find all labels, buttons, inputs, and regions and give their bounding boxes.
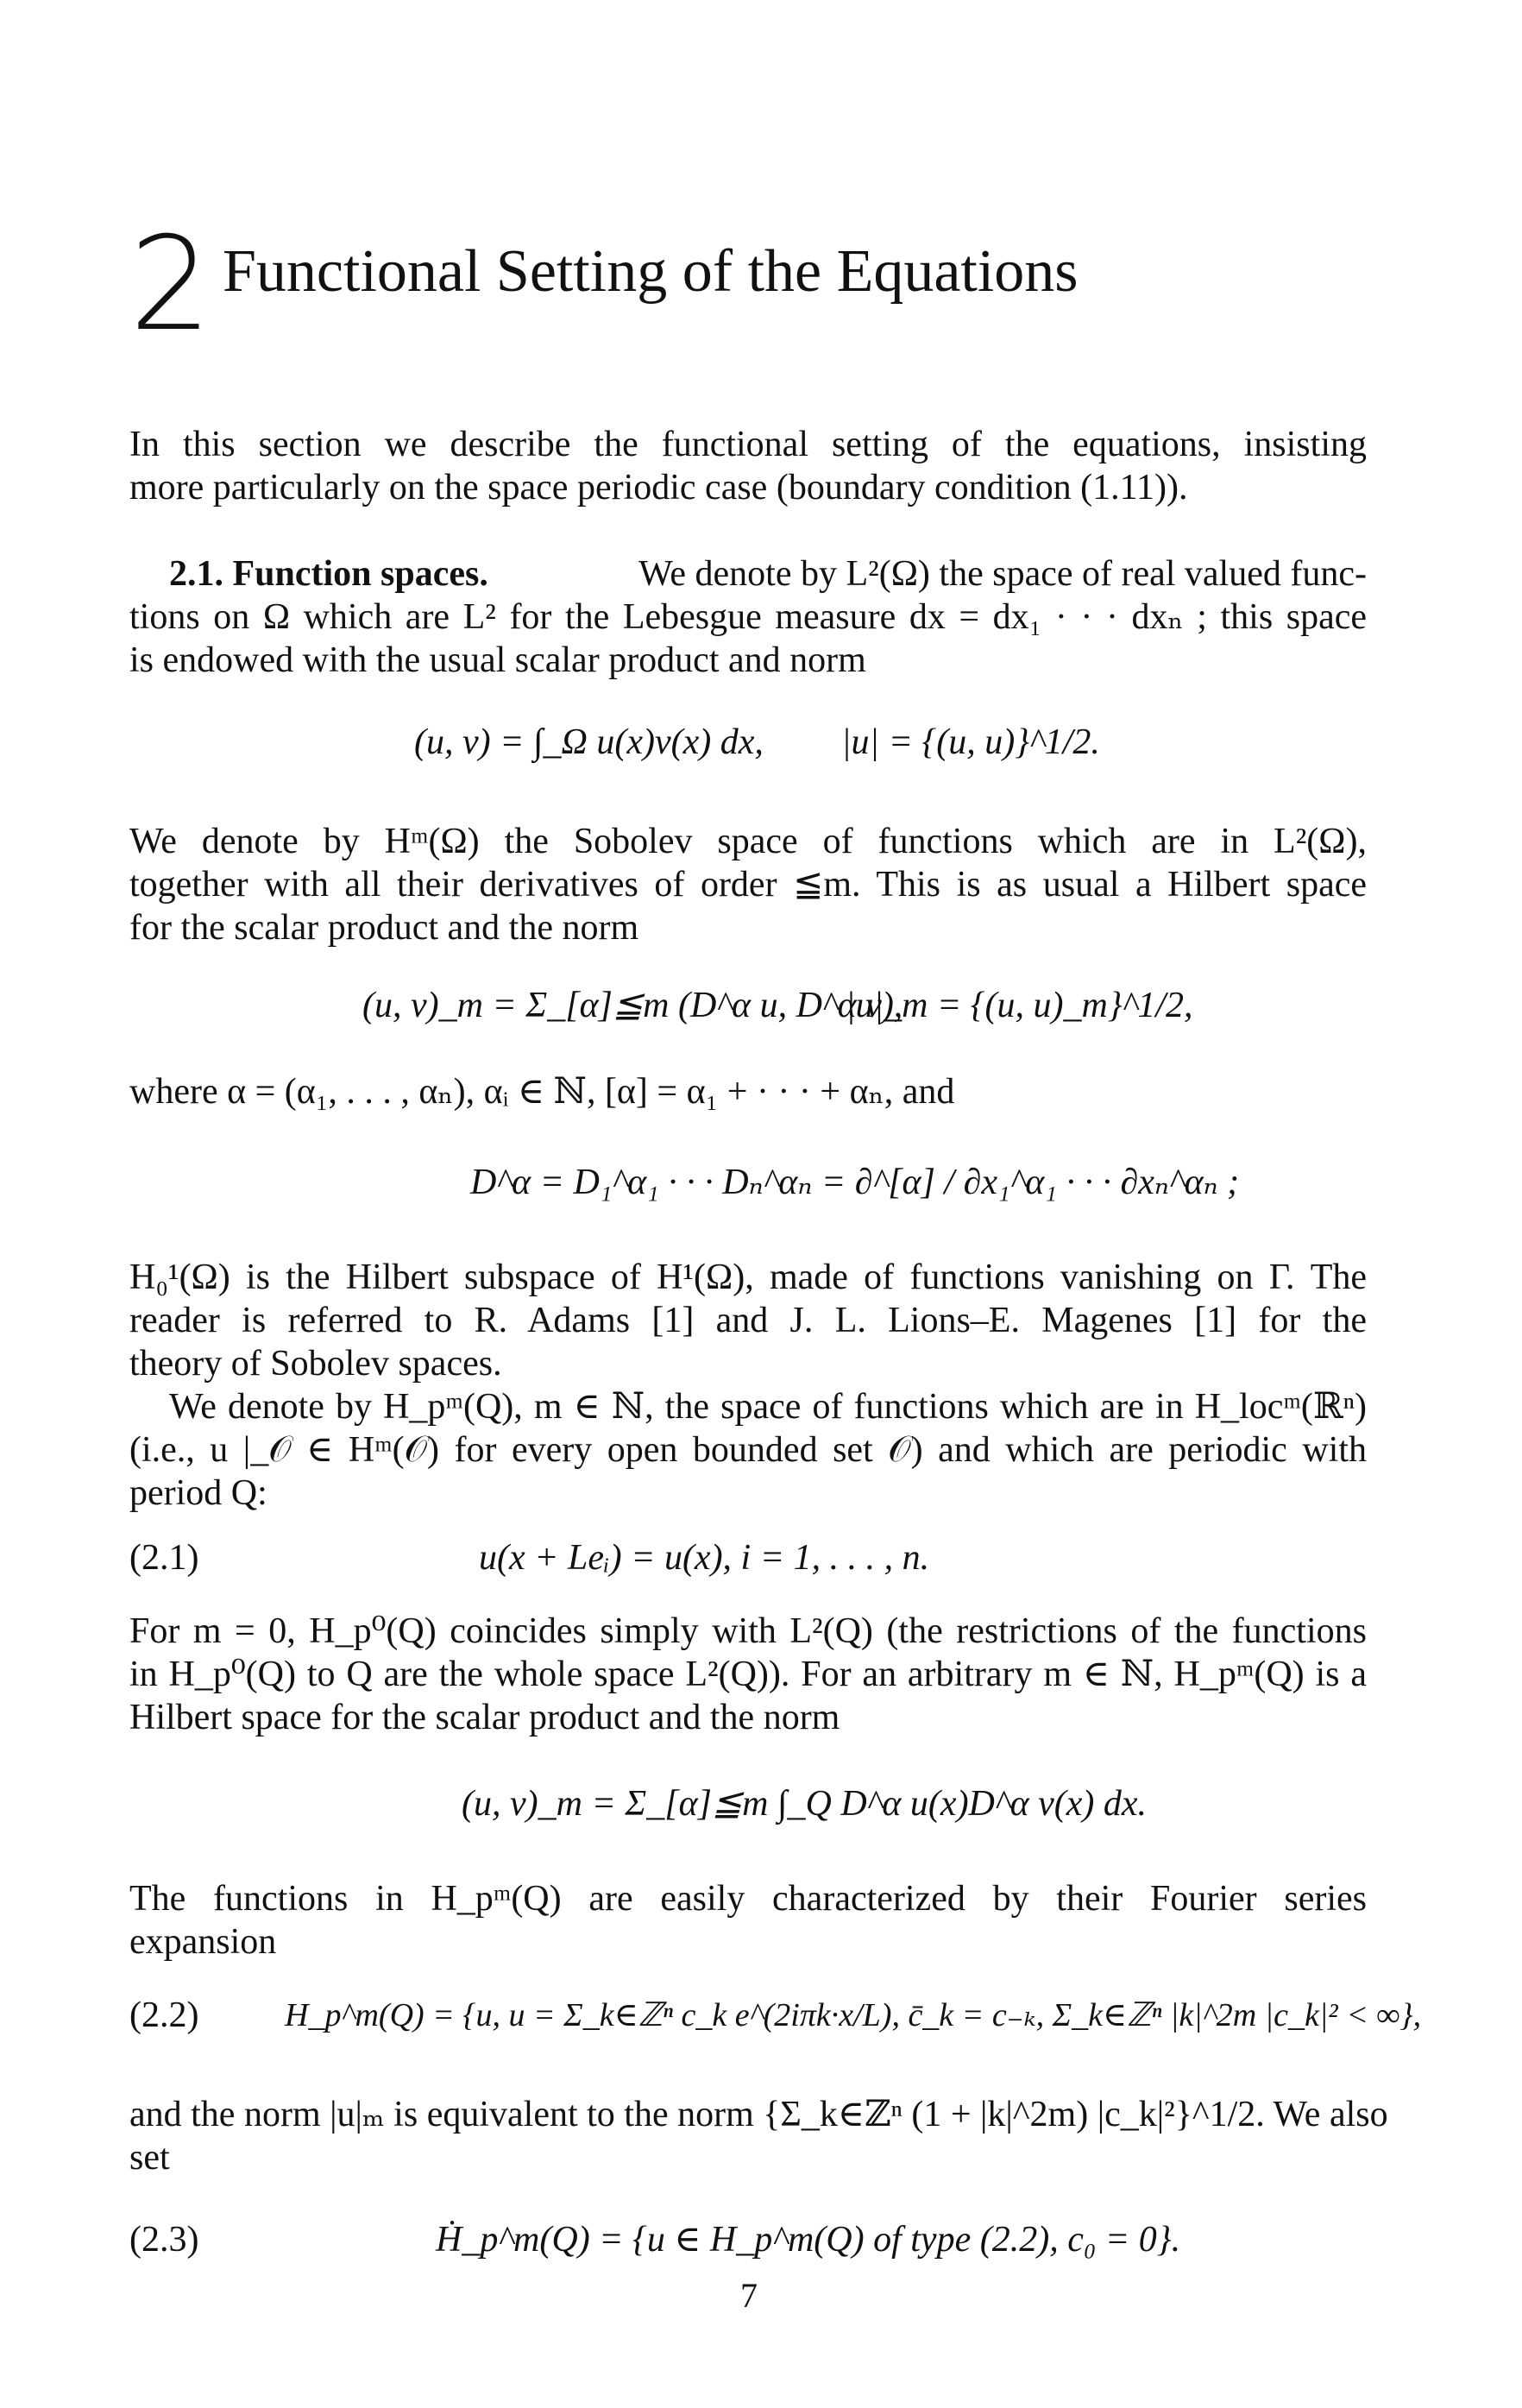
- sobolev-line-3: for the scalar product and the norm: [129, 908, 639, 948]
- eq-2-2: H_p^m(Q) = {u, u = Σ_k∈ℤⁿ c_k e^(2iπk·x/L), c̄_k = c₋ₖ, Σ_k∈ℤⁿ |k|^2m |c_k|² < ∞},: [285, 1997, 1422, 2033]
- h0-line-1: H₀¹(Ω) is the Hilbert subspace of H¹(Ω), made of functions vanishing on Γ. The: [129, 1258, 1367, 1297]
- eq-sobolev-norm: |u|_m = {(u, u)_m}^1/2,: [846, 986, 1193, 1025]
- fourier-line-2: expansion: [129, 1922, 277, 1962]
- fourier-line-1: The functions in H_pᵐ(Q) are easily characterized by their Fourier series: [129, 1879, 1367, 1919]
- section-2-1-line-2: tions on Ω which are L² for the Lebesgue measure dx = dx₁ · · · dxₙ ; this space: [129, 597, 1367, 637]
- periodic-line-1: We denote by H_pᵐ(Q), m ∈ ℕ, the space of functions which are in H_locᵐ(ℝⁿ): [169, 1387, 1367, 1427]
- eq-2-1-label: (2.1): [129, 1538, 199, 1578]
- m-zero-line-2: in H_p⁰(Q) to Q are the whole space L²(Q)). For an arbitrary m ∈ ℕ, H_pᵐ(Q) is a: [129, 1655, 1367, 1694]
- where-line: where α = (α₁, . . . , αₙ), αᵢ ∈ ℕ, [α] = α₁ + · · · + αₙ, and: [129, 1072, 955, 1112]
- chapter-title: Functional Setting of the Equations: [223, 238, 1079, 305]
- section-number: 2.1.: [169, 554, 223, 594]
- sobolev-line-2: together with all their derivatives of order ≦m. This is as usual a Hilbert space: [129, 865, 1367, 905]
- m-zero-line-1: For m = 0, H_p⁰(Q) coincides simply with L²(Q) (the restrictions of the functions: [129, 1611, 1367, 1651]
- h0-line-3: theory of Sobolev spaces.: [129, 1344, 502, 1384]
- eq-scalar-product: (u, v) = ∫_Ω u(x)v(x) dx,: [414, 722, 764, 762]
- periodic-line-2: (i.e., u |_𝒪 ∈ Hᵐ(𝒪) for every open bounded set 𝒪) and which are periodic with: [129, 1430, 1367, 1470]
- section-2-1-line-3: is endowed with the usual scalar product and norm: [129, 640, 866, 680]
- intro-line-1: In this section we describe the functional setting of the equations, insisting: [129, 425, 1367, 464]
- chapter-number: 2: [129, 210, 212, 360]
- eq-2-1: u(x + Leᵢ) = u(x), i = 1, . . . , n.: [479, 1538, 930, 1578]
- m-zero-line-3: Hilbert space for the scalar product and the norm: [129, 1698, 840, 1737]
- section-2-1-line-1: [169, 552, 1367, 596]
- norm-equiv-line-1: and the norm |u|ₘ is equivalent to the norm {Σ_k∈ℤⁿ (1 + |k|^2m) |c_k|²}^1/2. We also: [129, 2095, 1388, 2134]
- sobolev-line-1: We denote by Hᵐ(Ω) the Sobolev space of functions which are in L²(Ω),: [129, 822, 1367, 861]
- eq-norm: |u| = {(u, u)}^1/2.: [841, 722, 1100, 762]
- eq-2-3-label: (2.3): [129, 2220, 199, 2260]
- norm-equiv-line-2: set: [129, 2138, 170, 2178]
- section-title: Function spaces.: [232, 554, 488, 594]
- periodic-line-3: period Q:: [129, 1473, 267, 1513]
- page-number: 7: [740, 2276, 758, 2315]
- eq-2-3: Ḣ_p^m(Q) = {u ∈ H_p^m(Q) of type (2.2), c₀ = 0}.: [436, 2220, 1181, 2260]
- eq-sobolev-product: (u, v)_m = Σ_[α]≦m (D^α u, D^α v),: [362, 986, 903, 1025]
- eq-derivative: D^α = D₁^α₁ · · · Dₙ^αₙ = ∂^[α] / ∂x₁^α₁ · · · ∂xₙ^αₙ ;: [470, 1163, 1240, 1202]
- h0-line-2: reader is referred to R. Adams [1] and J. L. Lions–E. Magenes [1] for the: [129, 1301, 1367, 1340]
- eq-2-2-label: (2.2): [129, 1995, 199, 2035]
- section-2-1-text: We denote by L²(Ω) the space of real valued func-: [638, 554, 1367, 594]
- intro-line-2: more particularly on the space periodic case (boundary condition (1.11)).: [129, 468, 1188, 507]
- eq-periodic-product: (u, v)_m = Σ_[α]≦m ∫_Q D^α u(x)D^α v(x) dx.: [462, 1784, 1148, 1824]
